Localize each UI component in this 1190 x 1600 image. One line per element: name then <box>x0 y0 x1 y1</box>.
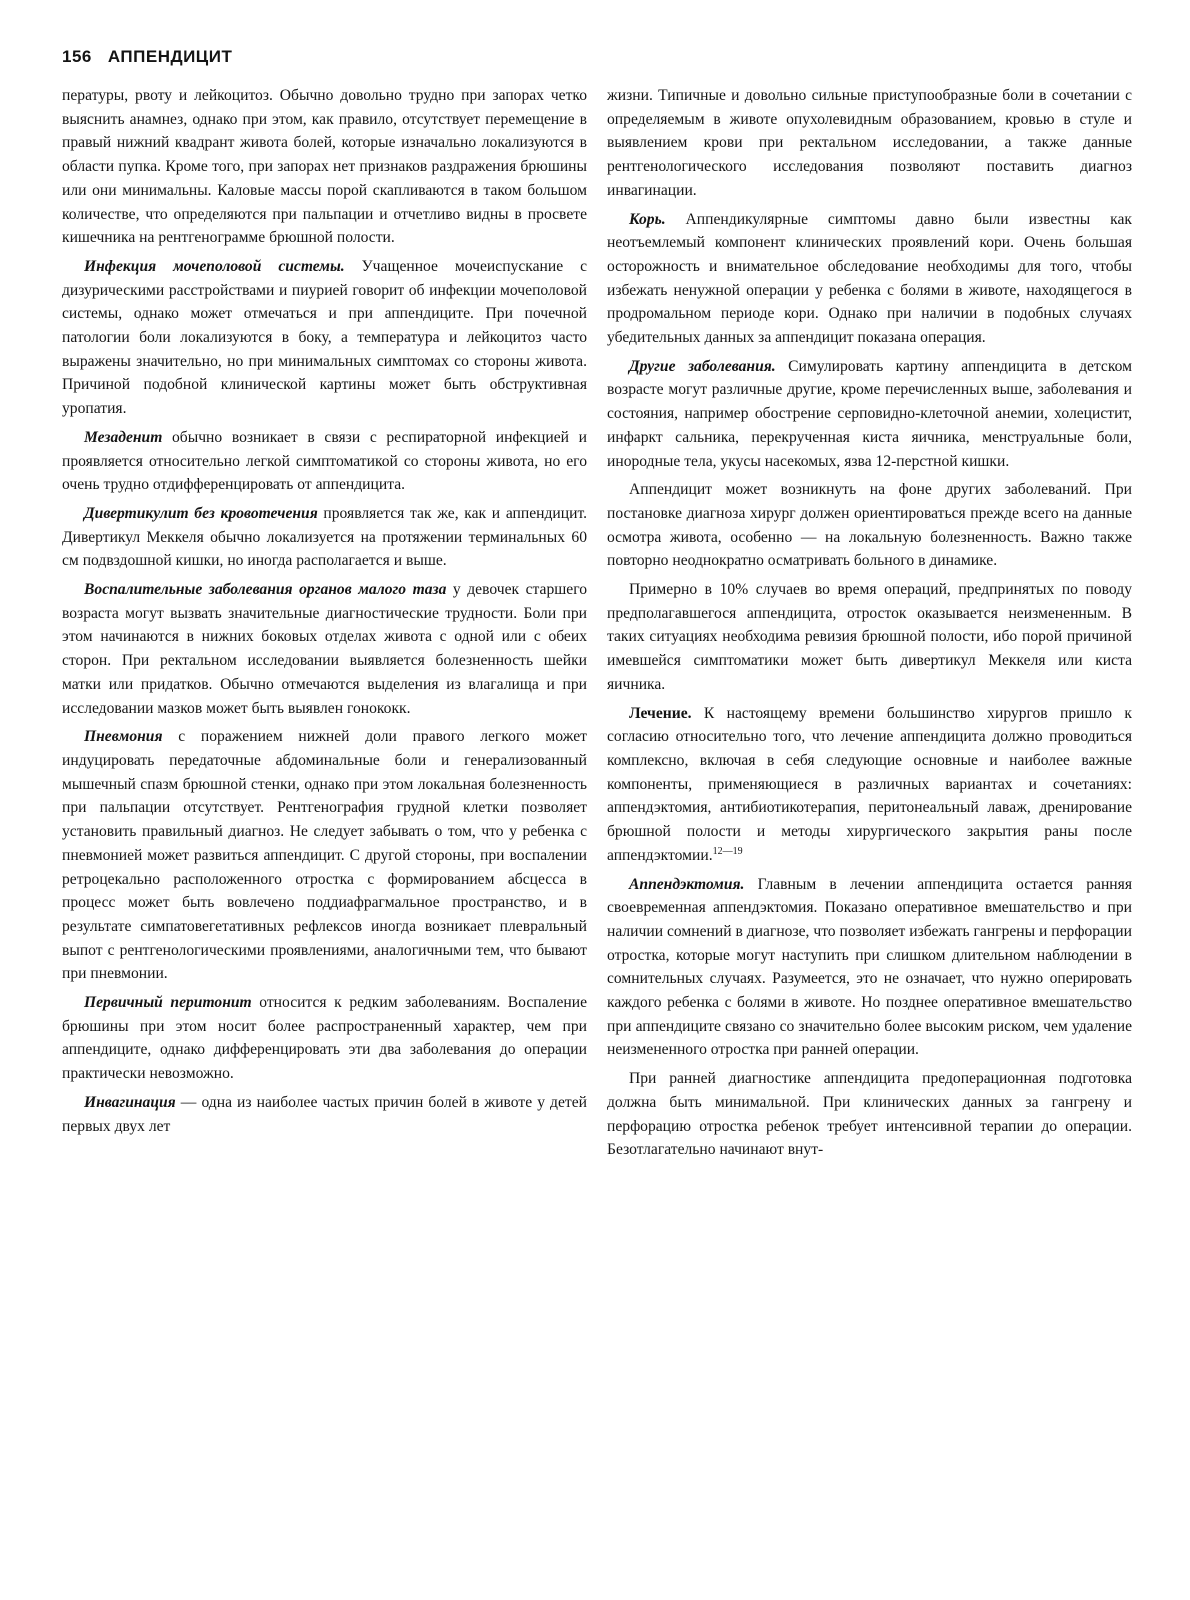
left-column <box>62 84 587 1584</box>
right-column <box>607 84 1132 1584</box>
paragraph <box>607 355 1132 474</box>
term-heading: Другие заболевания. <box>629 357 776 375</box>
paragraph-text: Аппендикулярные симптомы давно были известны как неотъемлемый компонент клинических проявлений кори. Очень большая осторожность и внимательное обследование необходимы для того, чтобы избежать ненужной операции у ребенка с болями в животе, находящегося в продромальном периоде кори. Однако при наличии в подобных случаях убедительных данных за аппендицит показана операция. <box>607 210 1132 347</box>
paragraph-text: Примерно в 10% случаев во время операций, предпринятых по поводу предполагавшегося аппендицита, отросток оказывается неизмененным. В таких ситуациях необходима ревизия брюшной полости, ибо порой причиной имевшейся симптоматики может быть дивертикул Меккеля или киста яичника. <box>607 581 1132 693</box>
paragraph-text: проявляется так же, как и аппендицит. Дивертикул Меккеля обычно локализуется на протяжении терминальных 60 см подвздошной кишки, но иногда располагается и выше. <box>62 504 588 570</box>
paragraph-text: обычно возникает в связи с респираторной инфекцией и проявляется относительно легкой симптоматикой со стороны живота, но его очень трудно отдифференцировать от аппендицита. <box>62 428 587 494</box>
paragraph-text: Аппендицит может возникнуть на фоне других заболеваний. При постановке диагноза хирург должен ориентироваться прежде всего на данные осмотра живота, особенно — на локальную болезненность. Важно также повторно неоднократно осматривать больного в динамике. <box>607 481 1132 570</box>
term-heading: Аппендэктомия. <box>629 875 745 893</box>
paragraph <box>62 426 587 497</box>
page-number: 156 <box>62 47 92 66</box>
paragraph <box>62 84 587 250</box>
paragraph-text: Учащенное мочеиспускание с дизурическими расстройствами и пиурией говорит об инфекции мочеполовой системы, однако может отмечаться и при аппендиците. При почечной патологии боли локализуются в боку, а температура и лейкоцитоз часто выражены значительно, но при минимальных симптомах со стороны живота. Причиной подобной клинической картины может быть обструктивная уропатия. <box>62 257 587 418</box>
paragraph <box>607 208 1132 350</box>
reference-superscript: 12—19 <box>712 845 743 857</box>
paragraph-text: — одна из наиболее частых причин болей в животе у детей первых двух лет <box>62 1093 587 1135</box>
term-heading: Первичный перитонит <box>84 994 252 1012</box>
paragraph <box>62 255 587 421</box>
paragraph <box>62 725 587 986</box>
paragraph <box>62 991 587 1086</box>
paragraph-text: Симулировать картину аппендицита в детском возрасте могут различные другие, кроме перечисленных выше, заболевания и состояния, например обострение серповидно-клеточной анемии, холецистит, инфаркт сальника, перекрученная киста яичника, менструальные боли, инородные тела, укусы насекомых, язва 12-перстной кишки. <box>607 357 1132 470</box>
term-heading: Корь. <box>629 210 666 228</box>
paragraph <box>607 478 1132 573</box>
paragraph <box>62 578 587 720</box>
paragraph <box>607 1067 1132 1162</box>
paragraph-text: Главным в лечении аппендицита остается ранняя своевременная аппендэктомия. Показано оперативное вмешательство и при наличии сомнений в диагнозе, что позволяет избежать гангрены и перфорации отростка, которые могут наступить при слишком длительном наблюдении в сомнительных случаях. Разумеется, это не означает, что нужно оперировать каждого ребенка с болями в животе. Но позднее оперативное вмешательство при аппендиците связано со значительно более высоким риском, чем удаление неизмененного отростка при ранней операции. <box>607 875 1132 1059</box>
term-heading: Дивертикулит без кровотечения <box>84 504 318 522</box>
term-heading: Лечение. <box>629 704 692 722</box>
paragraph <box>62 1091 587 1138</box>
paragraph-text: жизни. Типичные и довольно сильные приступообразные боли в сочетании с определяемым в животе опухолевидным образованием, кровью в стуле и выявлением крови при ректальном исследовании, а также данные рентгенологического исследования позволяют поставить диагноз инвагинации. <box>607 87 1132 199</box>
paragraph-text: у девочек старшего возраста могут вызвать значительные диагностические трудности. Боли при этом начинаются в нижних боковых отделах живота с одной или с обеих сторон. При ректальном исследовании выявляется болезненность шейки матки или придатков. Обычно отмечаются выделения из влагалища и при исследовании мазков может быть выявлен гонококк. <box>62 581 587 717</box>
paragraph <box>607 873 1132 1063</box>
term-heading: Инвагинация <box>84 1093 176 1111</box>
paragraph-text: При ранней диагностике аппендицита предоперационная подготовка должна быть минимальной. При клинических данных за гангрену и перфорацию отростка ребенок требует интенсивной терапии до операции. Безотлагательно начинают внут- <box>607 1070 1132 1159</box>
paragraph <box>607 578 1132 697</box>
paragraph <box>607 702 1132 868</box>
running-head <box>62 40 1132 74</box>
section-title: АППЕНДИЦИТ <box>107 47 233 66</box>
paragraph <box>607 84 1132 203</box>
term-heading: Инфекция мочеполовой системы. <box>84 257 345 275</box>
paragraph-text: с поражением нижней доли правого легкого может индуцировать передаточные абдоминальные боли и генерализованный мышечный спазм брюшной стенки, однако при этом локальная болезненность при пальпации отсутствует. Рентгенография грудной клетки позволяет установить правильный диагноз. Не следует забывать о том, что у ребенка с пневмонией может развиться аппендицит. С другой стороны, при воспалении ретроцекально расположенного отростка с формированием абсцесса в процесс может быть вовлечено поддиафрагмальное пространство, и в результате симпатовегетативных рефлексов иногда возникает плевральный выпот с рентгенологическими проявлениями, аналогичными тем, что бывают при пневмонии. <box>62 728 587 983</box>
paragraph-text: относится к редким заболеваниям. Воспаление брюшины при этом носит более распространенный характер, чем при аппендиците, однако дифференцировать эти два заболевания до операции практически невозможно. <box>62 994 587 1083</box>
term-heading: Пневмония <box>84 728 163 746</box>
term-heading: Воспалительные заболевания органов малого таза <box>84 581 447 599</box>
paragraph-text: пературы, рвоту и лейкоцитоз. Обычно довольно трудно при запорах четко выяснить анамнез, однако при этом, как правило, отсутствует перемещение в правый нижний квадрант живота болей, которые изначально локализуются в области пупка. Кроме того, при запорах нет признаков раздражения брюшины или они минимальны. Каловые массы порой скапливаются в таком большом количестве, что определяются при пальпации и отчетливо видны в просвете кишечника на рентгенограмме брюшной полости. <box>62 87 587 247</box>
paragraph <box>62 502 587 573</box>
text-columns <box>62 84 1132 1584</box>
paragraph-text: К настоящему времени большинство хирургов пришло к согласию относительно того, что лечение аппендицита должно проводиться комплексно, включая в себя следующие основные и наиболее важные компоненты, применяющиеся в различных вариантах и сочетаниях: аппендэктомия, антибиотикотерапия, перитонеальный лаваж, дренирование брюшной полости и методы хирургического закрытия раны после аппендэктомии. <box>607 704 1132 864</box>
term-heading: Мезаденит <box>84 428 163 446</box>
